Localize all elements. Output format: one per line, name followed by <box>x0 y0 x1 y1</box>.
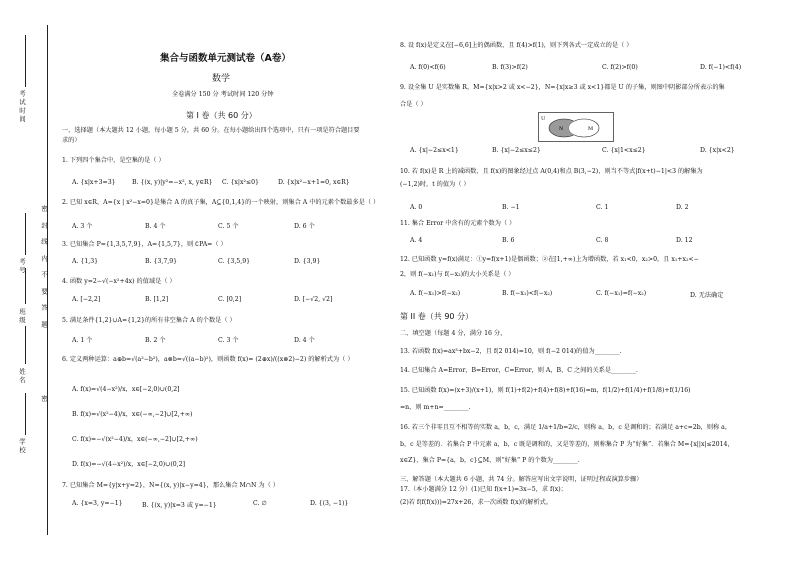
question-2-option-b: B. 4 个 <box>145 223 166 230</box>
seal-char: 要 <box>40 287 48 296</box>
exam-info: 全卷满分 150 分 考试时间 120 分钟 <box>172 91 274 98</box>
question-12-option-b: B. f(−x₁)<f(−x₂) <box>502 290 553 297</box>
seal-char: 内 <box>40 254 48 263</box>
question-9-stem: 9. 设全集 U 是实数集 R，M={x|x>2 或 x<−2}，N={x|x≥3 或 x<1}都是 U 的子集，则图中阴影部分所表示的集 <box>400 84 725 91</box>
answer-section-heading: 三、解答题（本大题共 6 小题，共 74 分。解答应写出文字说明，证明过程或演算步骤） <box>400 476 643 483</box>
question-6-option-d: D. f(x)=−√(4−x²)/x，x∈[−2,0)∪(0,2] <box>72 461 186 468</box>
question-10-stem-cont: (−1,2)时，t 的值为（ ） <box>400 181 470 188</box>
field-line <box>25 35 26 87</box>
question-15-cont: =n，则 m+n=________. <box>400 404 471 411</box>
seal-char: 密 <box>40 205 48 214</box>
venn-diagram <box>538 112 614 142</box>
fill-in-heading: 二、填空题（每题 4 分，满分 16 分， <box>400 330 507 337</box>
question-5-option-b: B. 2 个 <box>145 337 166 344</box>
question-11-option-c: C. 8 <box>596 237 609 244</box>
question-6-stem: 6. 定义两种运算：a⊕b=√(a²−b²)，a⊗b=√((a−b)²)，则函数 f(x)= (2⊕x)/((x⊗2)−2) 的解析式为（ ） <box>62 356 354 363</box>
question-7-option-d: D. {(3, −1)} <box>310 500 349 507</box>
question-10-option-c: C. 1 <box>596 204 609 211</box>
question-1-stem: 1. 下列四个集合中，是空集的是（ ） <box>62 157 165 164</box>
label-class: 班级 <box>18 308 26 325</box>
question-16-cont-1: b，c 是等差的．若集合 P 中元素 a，b，c 既是调和的，又是等差的，则称集合 P 为“好集”．若集合 M={x||x|≤2014， <box>400 441 734 448</box>
field-line <box>25 213 26 255</box>
question-15: 15. 已知函数 f(x)=(x+3)/(x+1)，则 f(1)+f(2)+f(4)+f(8)+f(16)=m，f(1/2)+f(1/4)+f(1/8)+f(1/16) <box>400 387 691 394</box>
question-1-option-a: A. {x|x+3=3} <box>72 179 116 186</box>
question-10-option-b: B. −1 <box>502 204 520 211</box>
question-2-option-a: A. 3 个 <box>72 223 93 230</box>
question-1-option-d: D. {x|x²−x+1=0, x∈R} <box>278 179 350 186</box>
question-7-option-b: B. {(x, y)|x=3 或 y=−1} <box>142 502 217 509</box>
question-12-stem-cont: 2，则 f(−x₁)与 f(−x₂)的大小关系是（ ） <box>400 271 515 278</box>
question-16-cont-2: x∈Z}，集合 P={a，b，c}⊆M，则“好集” P 的个数为________. <box>400 457 580 464</box>
seal-char: 题 <box>40 320 48 329</box>
question-4-option-c: C. [0,2] <box>218 296 242 303</box>
question-7-stem: 7. 已知集合 M={y|x+y=2}，N={(x, y)|x−y=4}，那么集合 M∩N 为（ ） <box>62 482 279 489</box>
label-name: 姓名 <box>18 368 26 385</box>
question-11-option-a: A. 4 <box>410 237 423 244</box>
question-2-option-c: C. 5 个 <box>218 223 239 230</box>
venn-label-n: N <box>559 126 564 132</box>
question-8-option-c: C. f(2)>f(0) <box>602 64 638 71</box>
question-6-option-b: B. f(x)=√(x²−4)/x，x∈(−∞,−2]∪[2,+∞) <box>72 411 193 418</box>
seal-char: 线 <box>40 238 48 247</box>
question-8-option-d: D. f(−1)<f(4) <box>700 64 742 71</box>
seal-char: 不 <box>40 271 48 280</box>
field-line <box>25 326 26 364</box>
question-11-option-b: B. 6 <box>502 237 515 244</box>
question-9-option-d: D. {x|x<2} <box>700 147 735 154</box>
question-4-stem: 4. 函数 y=2−√(−x²+4x) 的值域是（ ） <box>62 278 176 285</box>
label-school: 学校 <box>18 438 26 455</box>
question-10-option-a: A. 0 <box>410 204 423 211</box>
question-1-option-c: C. {x|x²≤0} <box>222 179 259 186</box>
question-5-option-d: D. 4 个 <box>294 337 315 344</box>
question-4-option-d: D. [−√2, √2] <box>294 296 333 303</box>
venn-label-u: U <box>541 116 546 122</box>
question-9-option-b: B. {x|−2≤x≤2} <box>492 147 541 154</box>
venn-label-m: M <box>588 126 594 132</box>
seal-column <box>40 205 56 329</box>
question-9-option-a: A. {x|−2≤x<1} <box>410 147 459 154</box>
question-7-option-a: A. {x=3, y=−1} <box>72 500 123 507</box>
question-13: 13. 若函数 f(x)=ax³+bx−2，且 f(2 014)=10，则 f(−2 014)的值为________. <box>400 348 622 355</box>
question-8-option-b: B. f(3)>f(2) <box>492 64 528 71</box>
question-6-option-a: A. f(x)=√(4−x²)/x，x∈[−2,0)∪(0,2] <box>72 386 180 393</box>
question-3-stem: 3. 已知集合 P={1,3,5,7,9}，A={1,5,7}，则 ∁PA=（ ） <box>62 241 227 248</box>
question-1-option-b: B. {(x, y)|y²=−x², x, y∈R} <box>132 179 213 186</box>
question-16: 16. 若三个非零且互不相等的实数 a，b，c，满足 1/a+1/b=2/c，则称 a，b，c 是调和的；若满足 a+c=2b，则称 a， <box>400 424 732 431</box>
question-4-option-b: B. [1,2] <box>145 296 169 303</box>
question-3-option-a: A. {1,3} <box>72 258 99 265</box>
question-6-option-c: C. f(x)=−√(x²−4)/x，x∈(−∞,−2]∪[2,+∞) <box>72 436 198 443</box>
field-exam-time <box>18 90 27 128</box>
question-3-option-b: B. {3,7,9} <box>145 258 178 265</box>
question-17-part2: (2)若 f(f(f(x)))=27x+26，求一次函数 f(x)的解析式。 <box>400 499 553 506</box>
label-exam-id: 考号 <box>18 258 26 275</box>
part2-heading: 第 II 卷（共 90 分） <box>400 312 474 321</box>
question-9-option-c: C. {x|1<x≤2} <box>602 147 646 154</box>
question-10-stem: 10. 若 f(x)是 R 上的减函数，且 f(x)的图象经过点 A(0,4)和点 B(3,−2)，则当不等式|f(x+t)−1|<3 的解集为 <box>400 168 703 175</box>
seal-char: 封 <box>40 221 48 230</box>
question-12-option-d: D. 无法确定 <box>690 292 724 299</box>
part1-instructions-cont: 求的） <box>62 137 81 144</box>
question-11-stem: 11. 集合 Error 中含有的元素个数为（ ） <box>400 220 516 227</box>
field-name <box>18 368 27 389</box>
question-2-option-d: D. 6 个 <box>294 223 315 230</box>
question-10-option-d: D. 2 <box>676 204 689 211</box>
question-9-stem-cont: 合是（ ） <box>400 101 427 108</box>
label-exam-time: 考试时间 <box>18 90 26 124</box>
question-17: 17.（本小题满分 12 分）(1)已知 f(x+1)=3x−5，求 f(x)； <box>400 486 567 493</box>
part1-heading: 第 I 卷（共 60 分） <box>186 111 257 120</box>
question-11-option-d: D. 12 <box>676 237 693 244</box>
question-12-stem: 12. 已知函数 y=f(x)满足：①y=f(x+1)是偶函数；②在[1,+∞)上为增函数，若 x₁<0，x₂>0，且 x₁+x₂<− <box>400 256 699 263</box>
question-3-option-d: D. {3,9} <box>294 258 321 265</box>
question-8-stem: 8. 设 f(x)是定义在[−6,6]上的偶函数，且 f(4)>f(1)，则下列各式一定成立的是（ ） <box>400 42 633 49</box>
subject-title: 数学 <box>212 74 231 84</box>
seal-mark: 密 <box>40 394 48 403</box>
question-7-option-c: C. ∅ <box>253 500 267 507</box>
question-14: 14. 已知集合 A=Error，B=Error，C=Error，则 A，B，C 之间的关系是________. <box>400 367 638 374</box>
question-12-option-c: C. f(−x₁)=f(−x₂) <box>596 290 647 297</box>
field-line <box>25 393 26 435</box>
question-5-option-c: C. 3 个 <box>218 337 239 344</box>
part1-instructions: 一、选择题（本大题共 12 小题，每小题 5 分，共 60 分。在每小题给出四个选项中，只有一项是符合题目要 <box>62 127 360 134</box>
field-school <box>18 438 27 459</box>
question-3-option-c: C. {3,5,9} <box>218 258 251 265</box>
question-12-option-a: A. f(−x₁)>f(−x₂) <box>410 290 461 297</box>
question-2-stem: 2. 已知 x∈R，A={x | x²−x=0}是集合 A 的真子集，A⊆{0,1,4}的一个映射，则集合 A 中的元素个数最多是（ ） <box>62 199 380 206</box>
question-5-option-a: A. 1 个 <box>72 337 93 344</box>
seal-char: 答 <box>40 304 48 313</box>
question-5-stem: 5. 满足条件{1,2}∪A={1,2}的所有非空集合 A 的个数是（ ） <box>62 317 236 324</box>
exam-title: 集合与函数单元测试卷（A卷） <box>160 53 291 64</box>
field-line <box>25 268 26 304</box>
question-4-option-a: A. [−2,2] <box>72 296 101 303</box>
question-8-option-a: A. f(0)<f(6) <box>410 64 446 71</box>
